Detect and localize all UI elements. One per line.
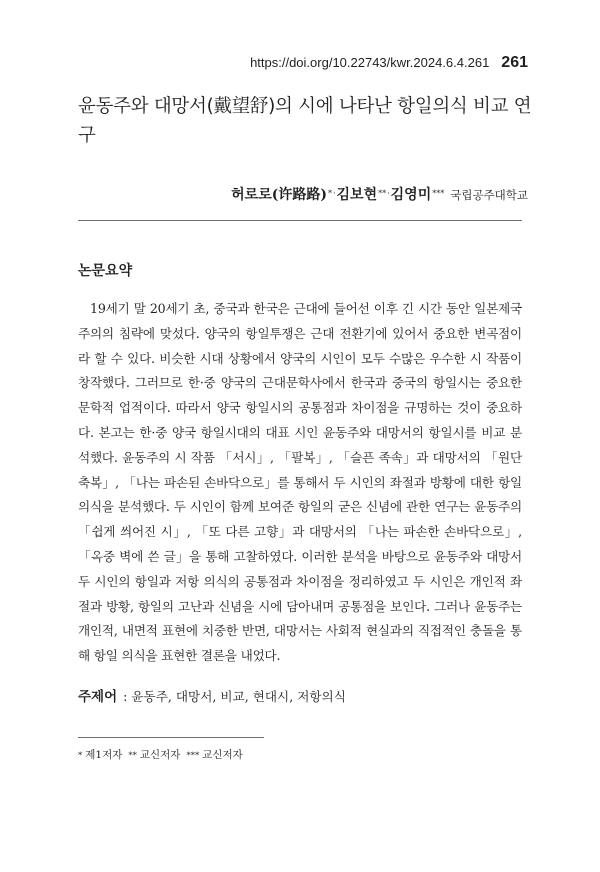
abstract-body: 19세기 말 20세기 초, 중국과 한국은 근대에 들어선 이후 긴 시간 동안 일본제국주의의 침략에 맞섰다. 양국의 항일투쟁은 근대 전환기에 있어서 중요한 변곡점이라 할 수 있다. 비슷한 시대 상황에서 양국의 시인이 모두 수많은 우수한 시 작품이 창작했다. 그러므로 한·중 양국의 근대문학사에서 한국과 중국의 항일시는 중요한 문학적 업적이다. 따라서 양국 항일시의 공통점과 차이점을 규명하는 것이 중요하다. 본고는 한·중 양국 항일시대의 대표 시인 윤동주와 대망서의 항일시를 비교 분석했다. 윤동주의 시 작품 「서시」, 「팔복」, 「슬픈 족속」과 대망서의 「원단 축복」, 「나는 파손된 손바닥으로」를 통해서 두 시인의 좌절과 방황에 대한 항일의식을 분석했다. 두 시인이 함께 보여준 항일의 굳은 신념에 관한 연구는 윤동주의 「쉽게 씌어진 시」, 「또 다른 고향」과 대망서의 「나는 파손한 손바닥으로」, 「옥중 벽에 쓴 글」을 통해 고찰하였다. 이러한 분석을 바탕으로 윤동주와 대망서 두 시인의 항일과 저항 의식의 공통점과 차이점을 정리하였고 두 시인은 개인적 좌절과 방황, 항일의 고난과 신념을 시에 담아내며 공통점을 보인다. 그러나 윤동주는 개인적, 내면적 표현에 치중한 반면, 대망서는 사회적 현실과의 직접적인 충돌을 통해 항일 의식을 표현한 결론을 내었다. [78,301,522,664]
author-1-marker: * [327,189,332,198]
author-affiliation: 국립공주대학교 [450,188,528,202]
paper-title: 윤동주와 대망서(戴望舒)의 시에 나타난 항일의식 비교 연구 [78,96,532,146]
footnote-1-text: 제1저자 [85,749,123,761]
author-3-name: 김영미 [390,187,432,203]
keywords-list: 윤동주, 대망서, 비교, 현대시, 저항의식 [131,689,346,704]
author-separator-1: · [332,189,336,198]
footnote-2-marker: ** [128,751,137,761]
footnote-line [78,747,243,762]
author-separator-2: · [387,189,390,198]
keywords-label: 주제어 [78,689,118,705]
footnote-3-marker: *** [186,751,200,761]
page-number: 261 [501,54,528,71]
keywords-line [78,685,346,705]
footnote-3-text: 교신저자 [202,749,243,761]
running-header [250,54,528,72]
author-2-name: 김보현 [336,187,378,203]
title-divider [78,220,522,221]
abstract-heading: 논문요약 [78,263,133,279]
doi-link[interactable]: https://doi.org/10.22743/kwr.2024.6.4.261 [250,55,490,70]
author-2-marker: ** [378,189,387,198]
author-1-name: 허로로(许路路) [231,187,327,203]
keywords-colon: : [123,689,128,704]
footnote-2-text: 교신저자 [139,749,181,761]
author-line [231,184,528,204]
footnote-divider [78,737,264,738]
footnote-1-marker: * [78,751,83,761]
author-3-marker: *** [432,189,445,198]
